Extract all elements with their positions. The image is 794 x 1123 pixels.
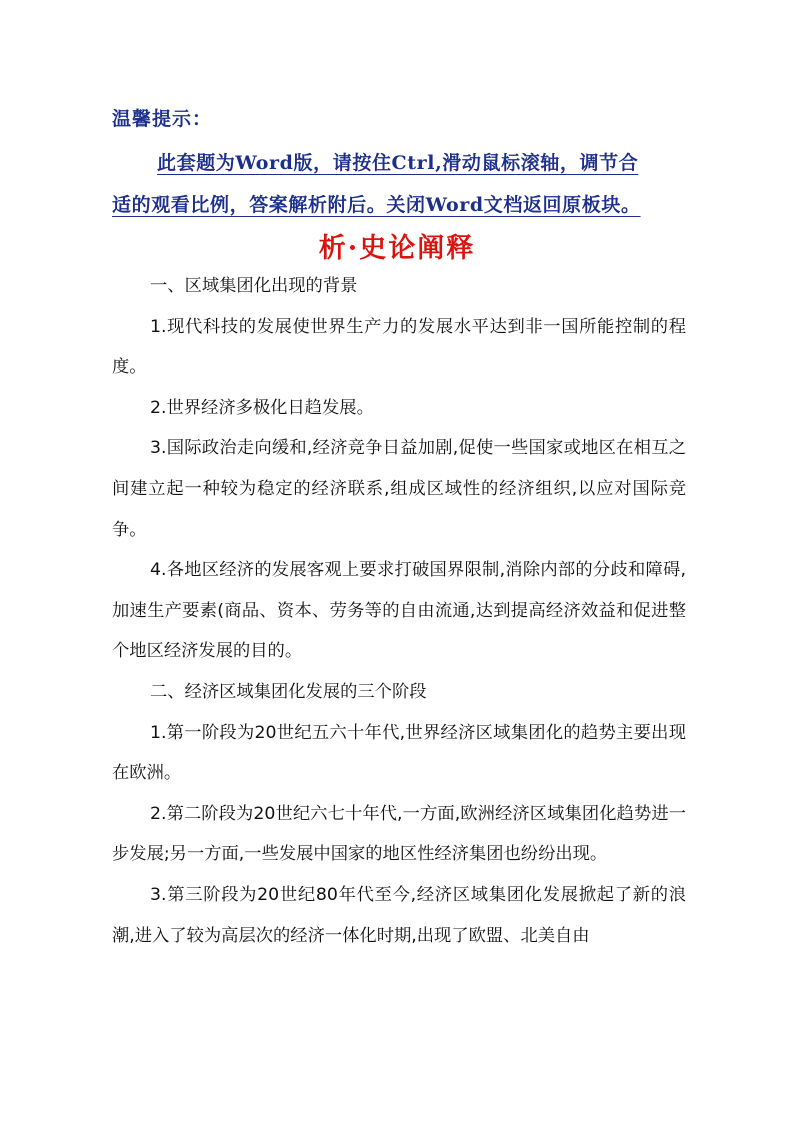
paragraph-item: 3.第三阶段为20世纪80年代至今,经济区域集团化发展掀起了新的浪潮,进入了较为高层次的经济一体化时期,出现了欧盟、北美自由 bbox=[112, 884, 686, 946]
tip-heading: 温馨提示： bbox=[112, 108, 213, 130]
body-text bbox=[112, 266, 686, 956]
paragraph-item: 3.国际政治走向缓和,经济竞争日益加剧,促使一些国家或地区在相互之间建立起一种较为稳定的经济联系,组成区域性的经济组织,以应对国际竞争。 bbox=[112, 438, 686, 540]
paragraph-item: 2.世界经济多极化日趋发展。 bbox=[150, 397, 374, 418]
tip-line-2: 适的观看比例，答案解析附后。关闭Word文档返回原板块。 bbox=[112, 194, 641, 216]
paragraph-item: 4.各地区经济的发展客观上要求打破国界限制,消除内部的分歧和障碍,加速生产要素(商品、资本、劳务等的自由流通,达到提高经济效益和促进整个地区经济发展的目的。 bbox=[112, 560, 686, 662]
paragraph-item: 2.第二阶段为20世纪六七十年代,一方面,欧洲经济区域集团化趋势进一步发展;另一方面,一些发展中国家的地区性经济集团也纷纷出现。 bbox=[112, 803, 686, 865]
paragraph-item: 1.第一阶段为20世纪五六十年代,世界经济区域集团化的趋势主要出现在欧洲。 bbox=[112, 722, 686, 784]
heading-stages: 二、经济区域集团化发展的三个阶段 bbox=[150, 681, 427, 702]
heading-background: 一、区域集团化出现的背景 bbox=[150, 276, 358, 296]
section-title: 析·史论阐释 bbox=[318, 233, 476, 264]
paragraph-item: 1.现代科技的发展使世界生产力的发展水平达到非一国所能控制的程度。 bbox=[112, 316, 686, 378]
tip-line-1: 此套题为Word版，请按住Ctrl,滑动鼠标滚轴，调节合 bbox=[157, 152, 639, 174]
